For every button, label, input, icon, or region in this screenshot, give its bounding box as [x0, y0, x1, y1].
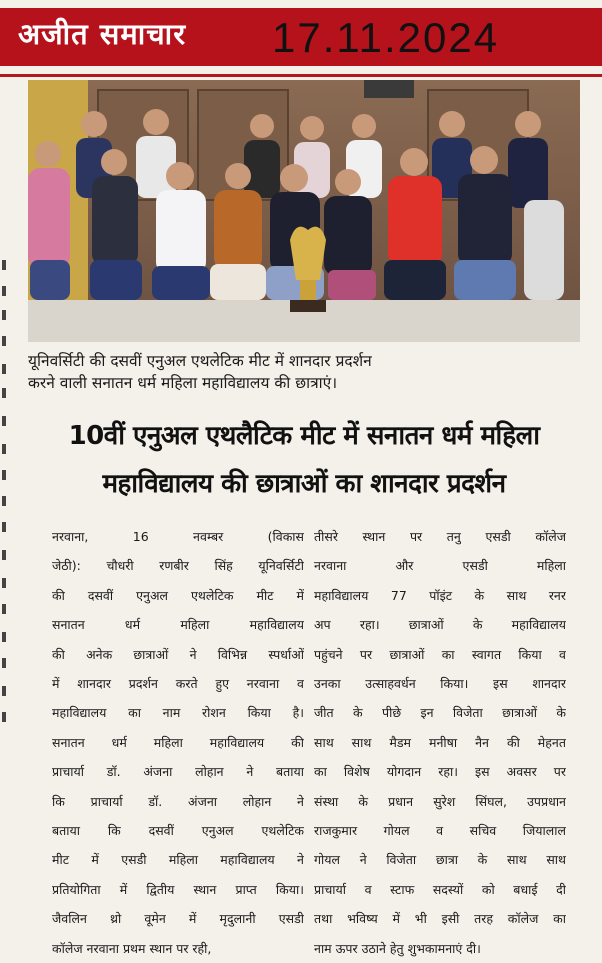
article-line: सनातन धर्म महिला महाविद्यालय की — [52, 734, 304, 750]
masthead — [0, 0, 602, 77]
article-line: प्रतियोगिता में द्वितीय स्थान प्राप्त किया। — [52, 881, 304, 897]
newspaper-name: अजीत समाचार — [18, 17, 187, 51]
article-line: जीत के पीछे इन विजेता छात्राओं के — [314, 705, 566, 721]
publication-date: 17.11.2024 — [272, 14, 500, 61]
article-line: संस्था के प्रधान सुरेश सिंघल, उपप्रधान — [314, 793, 566, 809]
article-line: अप रहा। छात्राओं के महाविद्यालय — [314, 617, 566, 633]
article-line: महाविद्यालय का नाम रोशन किया है। — [52, 705, 304, 721]
article-line: मीट में एसडी महिला महाविद्यालय ने — [52, 852, 304, 868]
article-line: बताया कि दसवीं एनुअल एथलेटिक — [52, 823, 304, 839]
group-photo — [28, 80, 580, 342]
article-line: कॉलेज नरवाना प्रथम स्थान पर रही, — [52, 940, 212, 956]
article-line: उनका उत्साहवर्धन किया। इस शानदार — [314, 676, 566, 692]
caption-line: करने वाली सनातन धर्म महिला महाविद्यालय की छात्राएं। — [28, 374, 338, 392]
article-line: महाविद्यालय 77 पॉइंट के साथ रनर — [314, 587, 566, 603]
headline-line: 10वीं एनुअल एथलैटिक मीट में सनातन धर्म महिला — [68, 421, 540, 451]
photo-caption — [28, 350, 580, 394]
article-line: प्राचार्या डॉ. अंजना लोहान ने बताया — [52, 764, 304, 780]
article-line: नरवाना और एसडी महिला — [314, 558, 566, 574]
article-line: जैवलिन थ्रो वूमेन में मृदुलानी एसडी — [52, 911, 304, 927]
article-line: प्राचार्या व स्टाफ सदस्यों को बधाई दी — [314, 881, 566, 897]
article-line: की दसवीं एनुअल एथलेटिक मीट में — [52, 587, 304, 603]
article-line: राजकुमार गोयल व सचिव जियालाल — [314, 823, 566, 839]
article-line: तथा भविष्य में भी इसी तरह कॉलेज का — [314, 911, 566, 927]
article-line: की अनेक छात्राओं ने विभिन्न स्पर्धाओं — [52, 646, 304, 662]
article-line: कि प्राचार्या डॉ. अंजना लोहान ने — [52, 793, 304, 809]
article-line: नरवाना, 16 नवम्बर (विकास — [52, 529, 304, 544]
article-column-right — [314, 522, 566, 963]
article-line: सनातन धर्म महिला महाविद्यालय — [52, 617, 304, 633]
adjacent-column-edge — [2, 260, 8, 780]
article-body — [52, 522, 588, 956]
caption-line: यूनिवर्सिटी की दसवीं एनुअल एथलेटिक मीट में शानदार प्रदर्शन — [28, 352, 372, 370]
article-headline — [24, 412, 584, 508]
article-line: में शानदार प्रदर्शन करते हुए नरवाना व — [52, 676, 304, 692]
article-line: गोयल ने विजेता छात्रा के साथ साथ — [314, 852, 566, 868]
article-column-left — [52, 522, 304, 963]
headline-line: महाविद्यालय की छात्राओं का शानदार प्रदर्शन — [102, 469, 506, 499]
article-line: का विशेष योगदान रहा। इस अवसर पर — [314, 764, 566, 780]
group-photo-icon — [28, 80, 580, 342]
article-line: नाम ऊपर उठाने हेतु शुभकामनाएं दी। — [314, 940, 481, 956]
article-line: जेठी): चौधरी रणबीर सिंह यूनिवर्सिटी — [52, 558, 304, 574]
article-line: साथ साथ मैडम मनीषा नैन की मेहनत — [314, 734, 566, 750]
article-line: पहुंचने पर छात्राओं का स्वागत किया व — [314, 646, 566, 662]
article-line: तीसरे स्थान पर तनु एसडी कॉलेज — [314, 529, 566, 544]
